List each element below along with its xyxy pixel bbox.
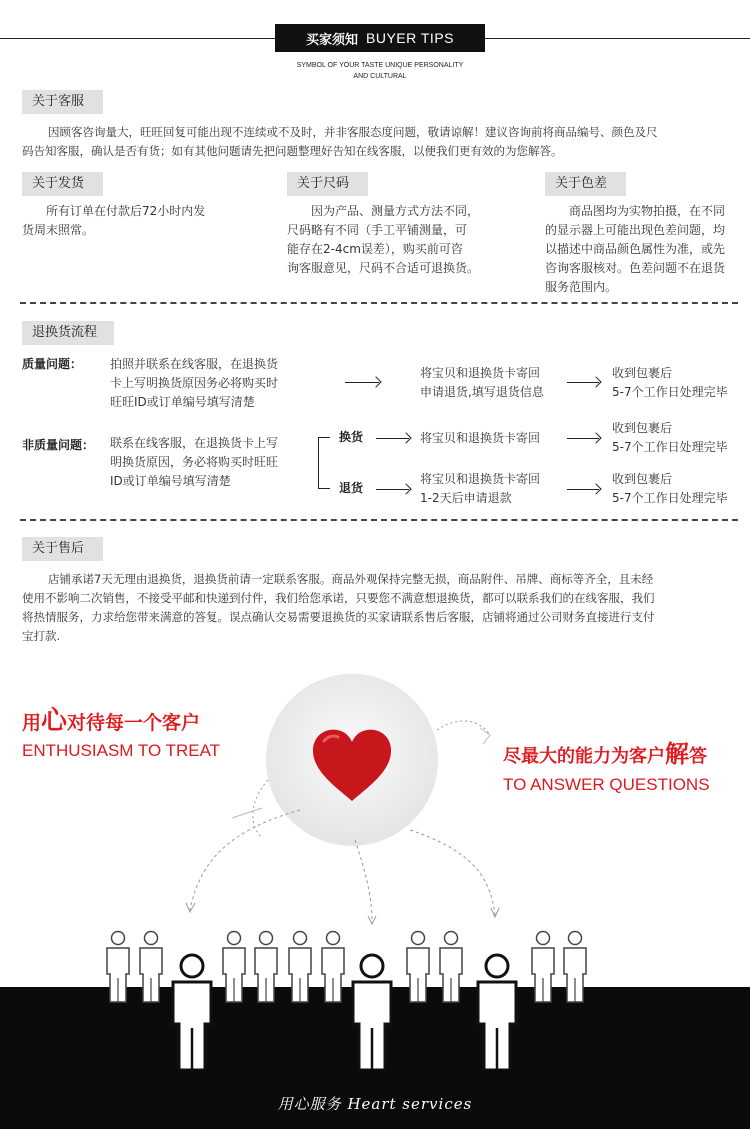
nonquality-desc-line: ID或订单编号填写清楚 [110,474,231,488]
person-icon [140,932,162,1003]
size-line: 询客服意见，尺码不合适可退换货。 [287,261,480,275]
quality-desc-line: 卡上写明换货原因务必将购买时 [110,376,279,390]
slogan-right-cn-big: 解 [665,740,689,768]
size-line: 尺码略有不同（手工平铺测量，可 [287,223,468,237]
person-icon [440,932,462,1003]
header-title-cn: 买家须知 [305,32,358,48]
refund-step-line: 1-2天后申请退款 [420,491,512,505]
nonquality-desc [110,434,310,491]
nonquality-desc-line: 联系在线客服，在退换货卡上写 [110,436,279,450]
service-text [22,123,742,161]
quality-step3 [612,364,742,402]
refund-step-line: 将宝贝和退换货卡寄回 [420,472,541,486]
refund-step [420,470,570,508]
quality-step2-line: 将宝贝和退换货卡寄回 [420,366,541,380]
person-icon [289,932,311,1003]
person-icon [107,932,129,1003]
slogan-right-cn: 尽最大的能力为客户 [503,746,665,767]
quality-step3-line: 5-7个工作日处理完毕 [612,385,728,399]
refund-label: 退货 [339,481,364,495]
exchange-step: 将宝贝和退换货卡寄回 [420,431,541,445]
divider [20,302,738,304]
size-line: 能存在2-4cm误差），购买前可咨 [287,242,463,256]
arrow-right-icon [376,438,409,439]
arrow-right-icon [567,489,599,490]
divider [20,519,738,521]
arrow-right-icon [567,382,599,383]
refund-result [612,470,742,508]
exchange-result-line: 收到包裹后 [612,421,673,435]
slogan-right-en: TO ANSWER QUESTIONS [503,775,710,794]
service-line: 码告知客服，确认是否有货；如有其他问题请先把问题整理好告知在线客服，以便我们更有效的为您解答。 [22,144,563,158]
shipping-line: 货周末照常。 [22,223,95,237]
quality-step2 [420,364,570,402]
slogan-left-en: ENTHUSIASM TO TREAT [22,741,221,760]
slogan-right [503,740,710,797]
quality-desc-line: 旺旺ID或订单编号填写清楚 [110,395,255,409]
aftersale-text [22,570,744,646]
aftersale-line: 店铺承诺7天无理由退换货，退换货前请一定联系客服。商品外观保持完整无损，商品附件、吊牌、商标等齐全，且未经 [48,572,654,586]
shipping-line: 所有订单在付款后72小时内发 [46,204,206,218]
footer-text: 用心服务 Heart services [277,1095,473,1113]
heart-icon [310,727,394,803]
person-icon [407,932,429,1003]
header-subtitle [250,60,510,82]
refund-result-line: 5-7个工作日处理完毕 [612,491,728,505]
slogan-left [22,707,220,763]
quality-desc [110,355,310,412]
header-title-box [275,24,485,52]
aftersale-label: 关于售后 [22,537,103,561]
shipping-label: 关于发货 [22,172,103,196]
arrow-right-icon [345,382,379,383]
color-line: 商品图均为实物拍摄，在不同 [569,204,726,218]
header-line-left [0,38,275,39]
color-text [545,202,745,297]
arrow-right-icon [376,489,409,490]
slogan-right-cn: 答 [689,746,707,767]
nonquality-desc-line: 明换货原因，务必将购买时旺旺 [110,455,279,469]
quality-step2-line: 申请退货,填写退货信息 [420,385,544,399]
shipping-text [22,202,232,240]
service-line: 因顾客咨询量大，旺旺回复可能出现不连续或不及时，并非客服态度问题，敬请谅解！建议咨询前将商品编号、颜色及尺 [48,125,658,139]
service-label: 关于客服 [22,90,103,114]
color-line: 的显示器上可能出现色差问题，均 [545,223,726,237]
person-icon [223,932,245,1003]
color-line: 服务范围内。 [545,280,618,294]
returns-label: 退换货流程 [22,321,114,345]
header-subtitle-line: SYMBOL OF YOUR TASTE UNIQUE PERSONALITY [296,62,464,69]
refund-result-line: 收到包裹后 [612,472,673,486]
size-text [287,202,497,278]
color-label: 关于色差 [545,172,626,196]
person-icon [322,932,344,1003]
color-line: 以描述中商品颜色属性为准，或先 [545,242,726,256]
header-line-right [485,38,750,39]
slogan-left-cn: 对待每一个客户 [67,712,201,734]
aftersale-line: 宝打款. [22,629,61,643]
person-icon [564,932,586,1003]
header-title-en: BUYER TIPS [366,30,454,46]
exchange-result-line: 5-7个工作日处理完毕 [612,440,728,454]
big-person-icon [478,955,516,1070]
branch-bracket [318,437,330,489]
arrow-right-icon [567,438,599,439]
exchange-label: 换货 [339,430,364,444]
size-label: 关于尺码 [287,172,368,196]
header-subtitle-line: AND CULTURAL [353,73,407,80]
big-person-icon [173,955,211,1070]
people-figures [0,920,750,1070]
slogan-left-cn-big: 心 [41,706,68,736]
nonquality-title: 非质量问题： [22,438,95,452]
quality-title: 质量问题： [22,357,83,371]
quality-desc-line: 拍照并联系在线客服，在退换货 [110,357,279,371]
color-line: 咨询客服核对。色差问题不在退货 [545,261,726,275]
slogan-left-cn: 用 [22,712,42,734]
exchange-result [612,419,742,457]
person-icon [532,932,554,1003]
aftersale-line: 使用不影响二次销售，不接受平邮和快递到付件，我们给您承诺，只要您不满意想退换货，都可以联系我们的在线客服，我们 [22,591,655,605]
size-line: 因为产品、测量方式方法不同， [311,204,480,218]
quality-step3-line: 收到包裹后 [612,366,673,380]
aftersale-line: 将热情服务，力求给您带来满意的答复。误点确认交易需要退换货的买家请联系售后客服，店铺将通过公司财务直接进行支付 [22,610,655,624]
big-person-icon [353,955,391,1070]
person-icon [255,932,277,1003]
